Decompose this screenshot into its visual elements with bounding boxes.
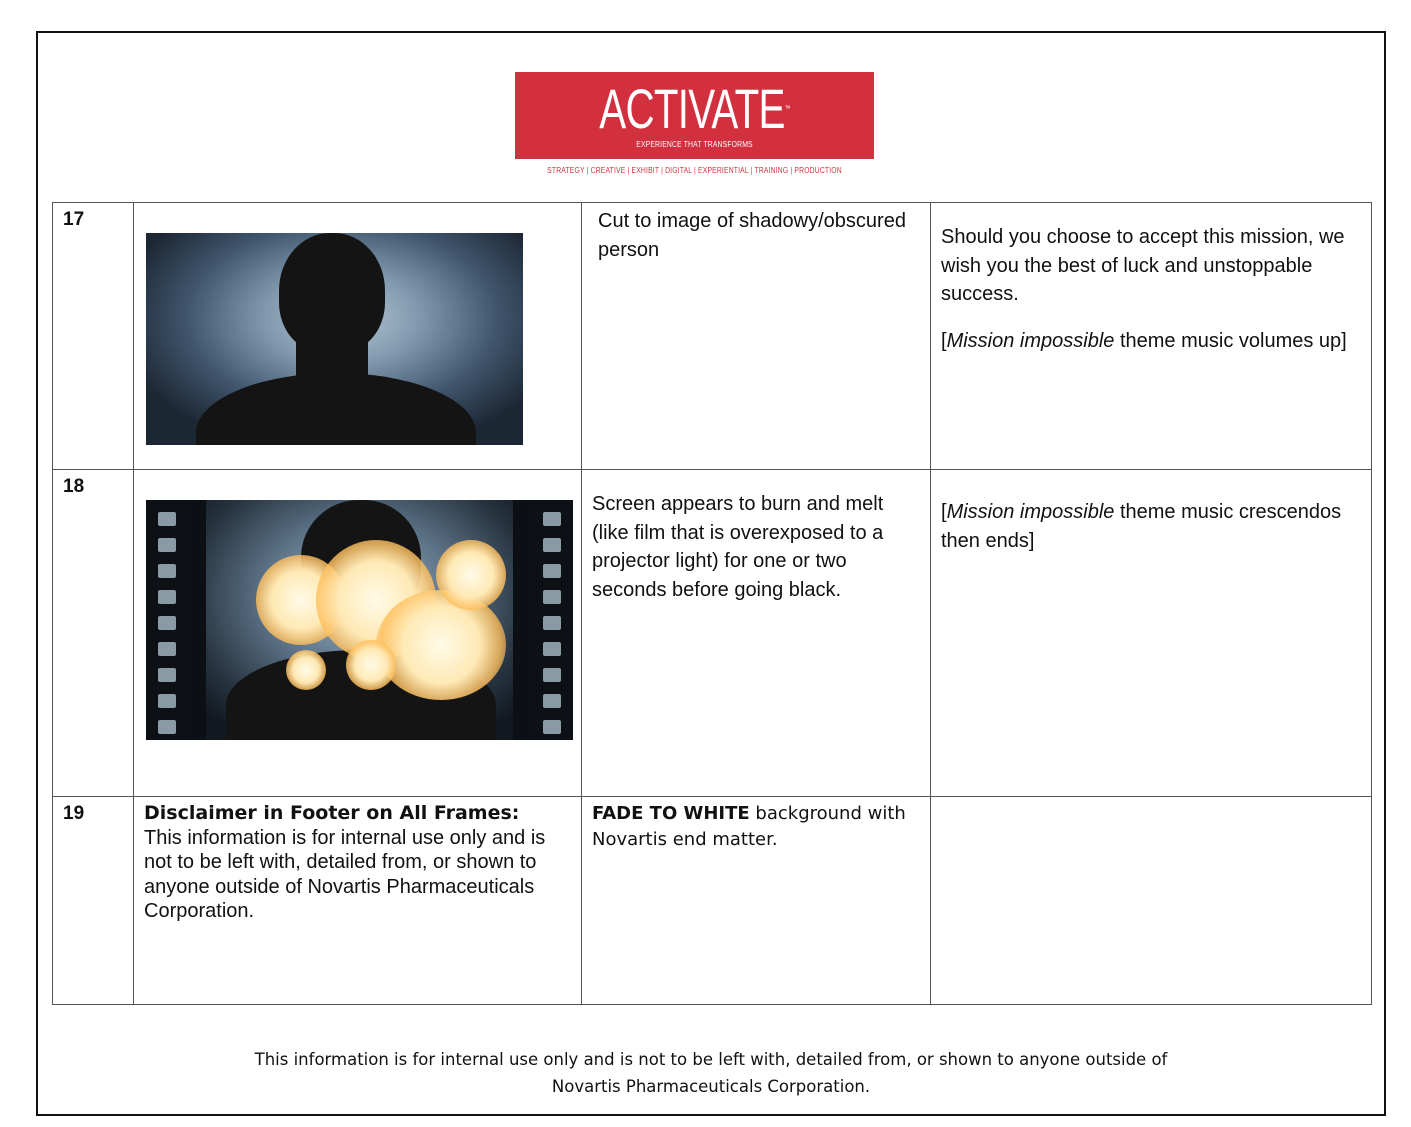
row-number: 19 — [53, 797, 134, 1005]
film-sprocket-hole — [158, 564, 176, 578]
film-sprocket-hole — [543, 590, 561, 604]
frame-audio — [931, 470, 1372, 797]
logo-trademark: ™ — [784, 104, 790, 113]
logo-tagline: EXPERIENCE THAT TRANSFORMS — [636, 140, 753, 149]
row-number: 17 — [53, 203, 134, 470]
footer-line: Novartis Pharmaceuticals Corporation. — [551, 1077, 871, 1096]
film-sprocket-hole — [158, 616, 176, 630]
film-sprocket-hole — [158, 694, 176, 708]
table-row — [53, 203, 1372, 470]
logo-services-line: STRATEGY | CREATIVE | EXHIBIT | DIGITAL | EXPERIENTIAL | TRAINING | PRODUCTION — [547, 166, 842, 175]
film-sprocket-hole — [543, 538, 561, 552]
table-row — [53, 797, 1372, 1005]
footer-line: This information is for internal use only and is not to be left with, detailed from, or shown to anyone outside of — [254, 1050, 1168, 1069]
disclaimer-text: This information is for internal use only and is not to be left with, detailed from, or shown to anyone outside of Novartis Pharmaceuticals Corporation. — [144, 826, 546, 922]
frame-audio — [931, 797, 1372, 1005]
frame-description: Screen appears to burn and melt (like film that is overexposed to a projector light) for one or two seconds before going black. — [582, 470, 931, 797]
film-sprocket-hole — [158, 538, 176, 552]
disclaimer-cell — [134, 797, 582, 1005]
burn-spot — [436, 540, 506, 610]
burn-spot — [286, 650, 326, 690]
silhouette-head — [279, 233, 385, 353]
film-sprocket-hole — [158, 590, 176, 604]
audio-line: [Mission impossible theme music crescendos then ends] — [941, 501, 1342, 552]
film-sprocket-hole — [543, 720, 561, 734]
film-frame — [206, 500, 513, 740]
frame-description: Cut to image of shadowy/obscured person — [582, 203, 931, 470]
film-strip-right — [531, 500, 573, 740]
shadowy-person-image — [146, 233, 523, 445]
burn-spot — [346, 640, 396, 690]
frame-image-cell — [134, 470, 582, 797]
activate-logo — [515, 72, 874, 180]
fade-instruction-rest: background with Novartis end matter. — [592, 803, 906, 850]
film-sprocket-hole — [543, 512, 561, 526]
table-row — [53, 470, 1372, 797]
film-sprocket-hole — [158, 642, 176, 656]
burn-spot — [376, 590, 506, 700]
storyboard-table — [52, 202, 1372, 1005]
frame-image-cell — [134, 203, 582, 470]
row-number: 18 — [53, 470, 134, 797]
film-sprocket-hole — [543, 642, 561, 656]
page-footer — [36, 1046, 1386, 1100]
audio-line: Should you choose to accept this mission, we wish you the best of luck and unstoppable success. — [941, 226, 1345, 305]
logo-wordmark: ACTIVATE — [599, 77, 785, 140]
film-sprocket-hole — [158, 668, 176, 682]
film-sprocket-hole — [543, 668, 561, 682]
film-sprocket-hole — [543, 564, 561, 578]
film-sprocket-hole — [158, 512, 176, 526]
fade-instruction: FADE TO WHITE — [592, 803, 750, 824]
frame-description — [582, 797, 931, 1005]
film-strip-left — [146, 500, 188, 740]
audio-line: [Mission impossible theme music volumes up] — [941, 329, 1347, 352]
film-sprocket-hole — [543, 616, 561, 630]
burning-film-image — [146, 500, 573, 740]
disclaimer-heading: Disclaimer in Footer on All Frames: — [144, 802, 520, 824]
film-sprocket-hole — [158, 720, 176, 734]
film-sprocket-hole — [543, 694, 561, 708]
logo-red-box — [515, 72, 874, 159]
frame-audio — [931, 203, 1372, 470]
silhouette-body — [196, 373, 476, 445]
